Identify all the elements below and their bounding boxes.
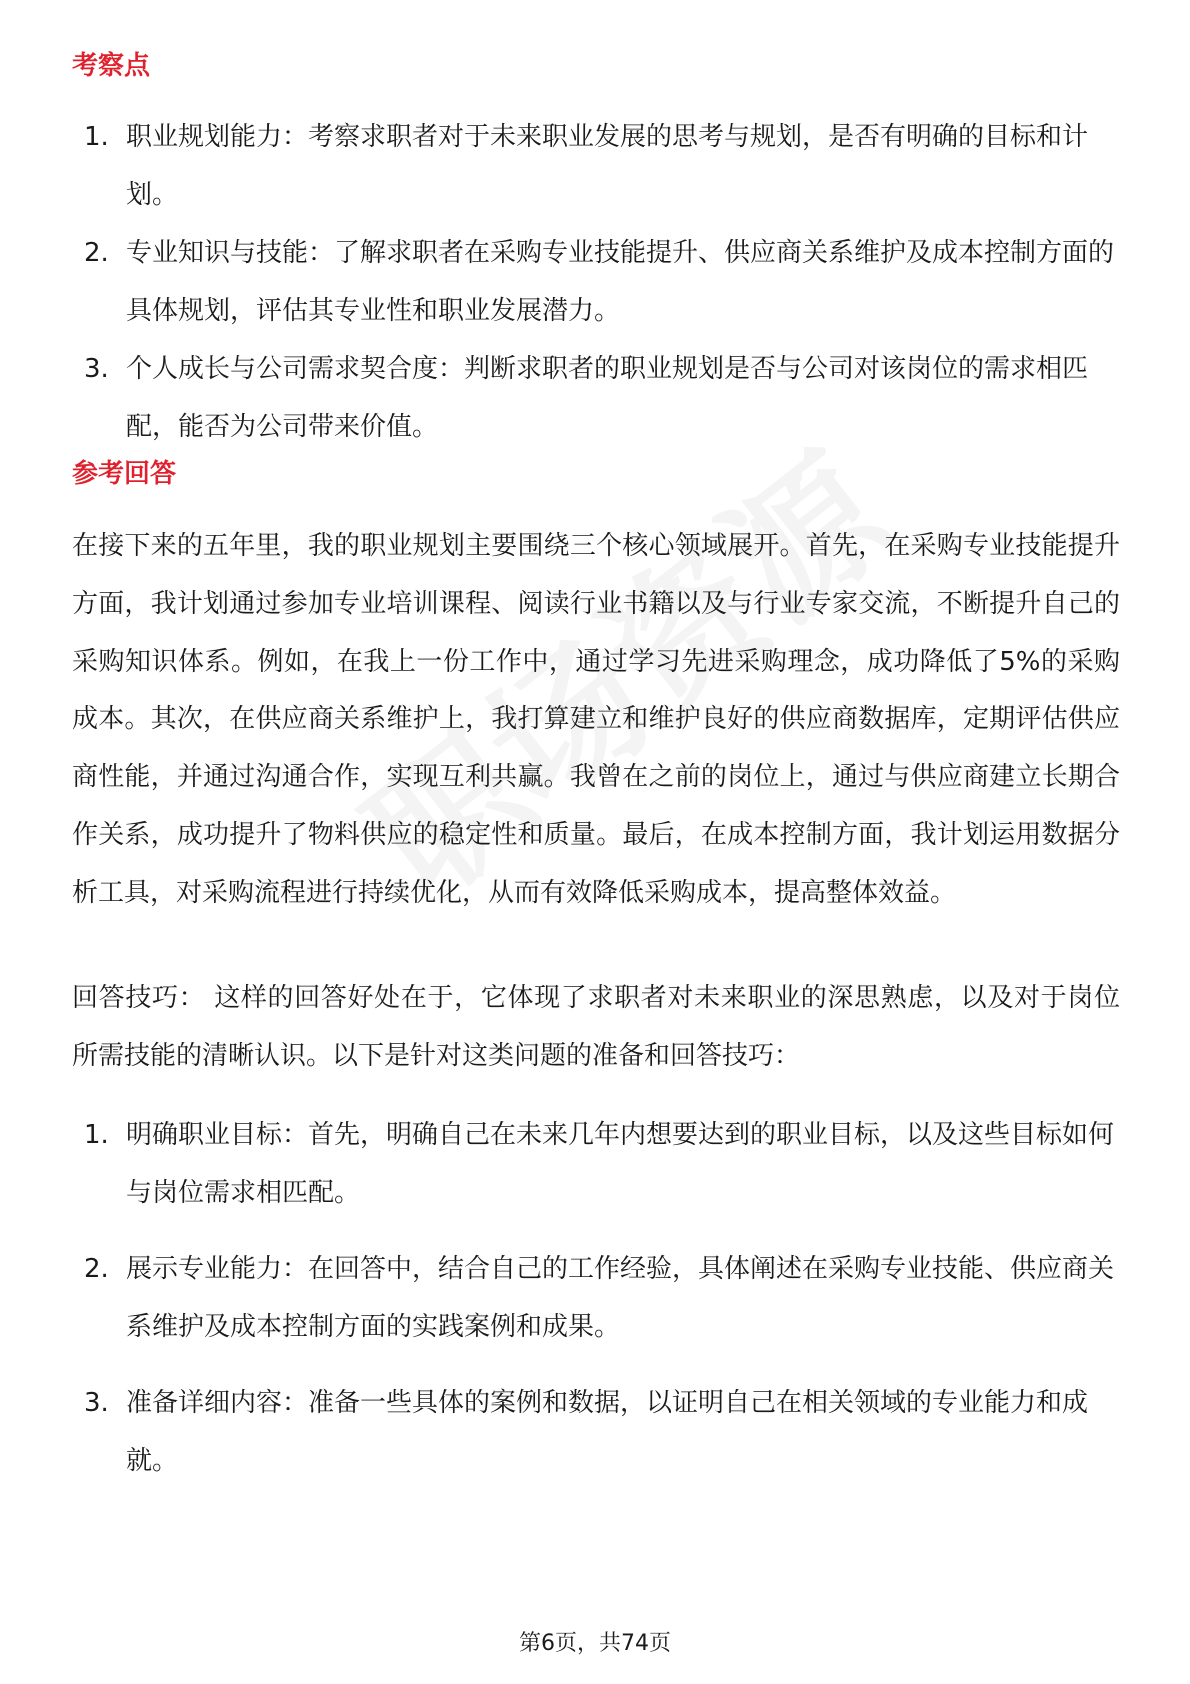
list-item-text: 职业规划能力：考察求职者对于未来职业发展的思考与规划，是否有明确的目标和计划。 xyxy=(126,122,1089,210)
section-heading-reference-answer: 参考回答 xyxy=(72,459,177,489)
list-item xyxy=(72,224,1118,340)
list-item-text: 专业知识与技能：了解求职者在采购专业技能提升、供应商关系维护及成本控制方面的具体规划，评估其专业性和职业发展潜力。 xyxy=(126,238,1115,326)
list-item xyxy=(72,108,1118,224)
reference-answer-paragraph: 在接下来的五年里，我的职业规划主要围绕三个核心领域展开。首先，在采购专业技能提升方面，我计划通过参加专业培训课程、阅读行业书籍以及与行业专家交流，不断提升自己的采购知识体系。例如，在我上一份工作中，通过学习先进采购理念，成功降低了5%的采购成本。其次，在供应商关系维护上，我打算建立和维护良好的供应商数据库，定期评估供应商性能，并通过沟通合作，实现互利共赢。我曾在之前的岗位上，通过与供应商建立长期合作关系，成功提升了物料供应的稳定性和质量。最后，在成本控制方面，我计划运用数据分析工具，对采购流程进行持续优化，从而有效降低采购成本，提高整体效益。 xyxy=(72,531,1120,908)
list-item-text: 展示专业能力：在回答中，结合自己的工作经验，具体阐述在采购专业技能、供应商关系维护及成本控制方面的实践案例和成果。 xyxy=(126,1254,1115,1342)
list-number: 3. xyxy=(84,354,109,384)
tips-intro-paragraph: 回答技巧： 这样的回答好处在于，它体现了求职者对未来职业的深思熟虑，以及对于岗位所需技能的清晰认识。以下是针对这类问题的准备和回答技巧： xyxy=(72,983,1120,1071)
list-item xyxy=(72,1106,1118,1222)
list-item xyxy=(72,1240,1118,1356)
list-item-text: 个人成长与公司需求契合度：判断求职者的职业规划是否与公司对该岗位的需求相匹配，能否为公司带来价值。 xyxy=(126,354,1089,442)
tips-list xyxy=(72,1106,1118,1490)
page-number: 第6页，共74页 xyxy=(519,1631,671,1656)
list-number: 2. xyxy=(84,1254,109,1284)
list-number: 1. xyxy=(84,1120,109,1150)
list-number: 3. xyxy=(84,1388,109,1418)
list-item-text: 准备详细内容：准备一些具体的案例和数据，以证明自己在相关领域的专业能力和成就。 xyxy=(126,1388,1089,1476)
list-item xyxy=(72,340,1118,456)
assessment-list xyxy=(72,108,1118,456)
list-number: 2. xyxy=(84,238,109,268)
list-item-text: 明确职业目标：首先，明确自己在未来几年内想要达到的职业目标，以及这些目标如何与岗位需求相匹配。 xyxy=(126,1120,1115,1208)
list-item xyxy=(72,1374,1118,1490)
section-heading-assessment: 考察点 xyxy=(72,51,151,81)
list-number: 1. xyxy=(84,122,109,152)
